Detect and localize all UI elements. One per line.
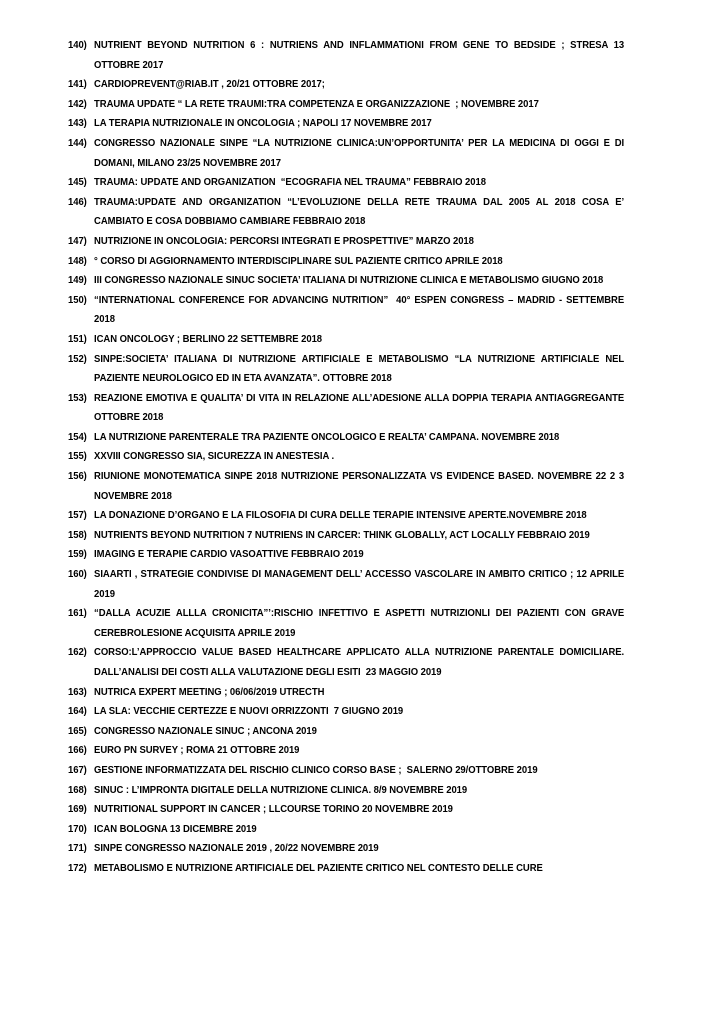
item-text: EURO PN SURVEY ; ROMA 21 OTTOBRE 2019 bbox=[94, 745, 300, 757]
item-text: TRAUMA UPDATE “ LA RETE TRAUMI:TRA COMPETENZA E ORGANIZZAZIONE ; NOVEMBRE 2017 bbox=[94, 98, 539, 110]
item-number: 143) bbox=[68, 118, 87, 130]
list-item bbox=[68, 134, 627, 173]
item-number: 162) bbox=[68, 647, 87, 659]
item-text: SINUC : L’IMPRONTA DIGITALE DELLA NUTRIZIONE CLINICA. 8/9 NOVEMBRE 2019 bbox=[94, 784, 468, 796]
list-item bbox=[68, 271, 624, 291]
item-text: ICAN BOLOGNA 13 DICEMBRE 2019 bbox=[94, 823, 257, 835]
list-item bbox=[68, 95, 624, 115]
item-text: IMAGING E TERAPIE CARDIO VASOATTIVE FEBBRAIO 2019 bbox=[94, 549, 364, 561]
list-item bbox=[68, 643, 627, 682]
list-item bbox=[68, 36, 627, 75]
item-number: 169) bbox=[68, 804, 87, 816]
item-number: 172) bbox=[68, 862, 87, 874]
item-text: SINPE CONGRESSO NAZIONALE 2019 , 20/22 NOVEMBRE 2019 bbox=[94, 843, 379, 855]
item-number: 170) bbox=[68, 823, 87, 835]
item-number: 149) bbox=[68, 275, 87, 287]
item-number: 163) bbox=[68, 686, 87, 698]
item-number: 164) bbox=[68, 706, 87, 718]
item-number: 150) bbox=[68, 294, 87, 306]
item-text: METABOLISMO E NUTRIZIONE ARTIFICIALE DEL PAZIENTE CRITICO NEL CONTESTO DELLE CURE bbox=[94, 862, 543, 874]
item-text: GESTIONE INFORMATIZZATA DEL RISCHIO CLINICO CORSO BASE ; SALERNO 29/OTTOBRE 2019 bbox=[94, 764, 538, 776]
item-number: 168) bbox=[68, 784, 87, 796]
list-item bbox=[68, 820, 624, 840]
item-number: 158) bbox=[68, 529, 87, 541]
item-number: 161) bbox=[68, 608, 87, 620]
item-number: 167) bbox=[68, 764, 87, 776]
item-number: 153) bbox=[68, 392, 87, 404]
list-item bbox=[68, 428, 624, 448]
item-text: NUTRICA EXPERT MEETING ; 06/06/2019 UTRECTH bbox=[94, 686, 325, 698]
list-item bbox=[68, 291, 627, 330]
item-text: “DALLA ACUZIE ALLLA CRONICITA”’:RISCHIO INFETTIVO E ASPETTI NUTRIZIONLI DEI PAZIENTI CON GRAVE CEREBROLESIONE ACQUISITA APRILE 2019 bbox=[94, 608, 627, 639]
list-item bbox=[68, 604, 627, 643]
item-text: LA SLA: VECCHIE CERTEZZE E NUOVI ORRIZZONTI 7 GIUGNO 2019 bbox=[94, 706, 404, 718]
list-item bbox=[68, 683, 624, 703]
list-item bbox=[68, 193, 627, 232]
list-item bbox=[68, 800, 624, 820]
item-text: III CONGRESSO NAZIONALE SINUC SOCIETA’ ITALIANA DI NUTRIZIONE CLINICA E METABOLISMO GIUGNO 2018 bbox=[94, 275, 604, 287]
item-number: 171) bbox=[68, 843, 87, 855]
item-text: XXVIII CONGRESSO SIA, SICUREZZA IN ANESTESIA . bbox=[94, 451, 335, 463]
list-item bbox=[68, 741, 624, 761]
list-item bbox=[68, 330, 624, 350]
list-item bbox=[68, 173, 624, 193]
list-item bbox=[68, 526, 624, 546]
item-number: 148) bbox=[68, 255, 87, 267]
item-number: 151) bbox=[68, 333, 87, 345]
list-item bbox=[68, 545, 624, 565]
item-number: 166) bbox=[68, 745, 87, 757]
item-text: SIAARTI , STRATEGIE CONDIVISE DI MANAGEMENT DELL’ ACCESSO VASCOLARE IN AMBITO CRITICO ; 12 APRILE 2019 bbox=[94, 569, 627, 600]
item-text: CONGRESSO NAZIONALE SINUC ; ANCONA 2019 bbox=[94, 725, 317, 737]
item-number: 154) bbox=[68, 431, 87, 443]
list-item bbox=[68, 447, 624, 467]
list-item bbox=[68, 565, 627, 604]
item-number: 144) bbox=[68, 137, 87, 149]
item-text: TRAUMA: UPDATE AND ORGANIZATION “ECOGRAFIA NEL TRAUMA” FEBBRAIO 2018 bbox=[94, 177, 486, 189]
item-text: NUTRIENTS BEYOND NUTRITION 7 NUTRIENS IN CARCER: THINK GLOBALLY, ACT LOCALLY FEBBRAIO 2019 bbox=[94, 529, 590, 541]
item-text: ICAN ONCOLOGY ; BERLINO 22 SETTEMBRE 2018 bbox=[94, 333, 323, 345]
item-text: LA TERAPIA NUTRIZIONALE IN ONCOLOGIA ; NAPOLI 17 NOVEMBRE 2017 bbox=[94, 118, 432, 130]
list-item bbox=[68, 114, 624, 134]
item-number: 155) bbox=[68, 451, 87, 463]
list-item bbox=[68, 859, 624, 879]
list-item bbox=[68, 75, 624, 95]
list-item bbox=[68, 761, 624, 781]
item-number: 146) bbox=[68, 196, 87, 208]
item-text: CONGRESSO NAZIONALE SINPE “LA NUTRIZIONE CLINICA:UN’OPPORTUNITA’ PER LA MEDICINA DI OGGI E DI DOMANI, MILANO 23/25 NOVEMBRE 2017 bbox=[94, 137, 627, 169]
item-text: REAZIONE EMOTIVA E QUALITA’ DI VITA IN RELAZIONE ALL’ADESIONE ALLA DOPPIA TERAPIA ANTIAGGREGANTE OTTOBRE 2018 bbox=[94, 392, 627, 424]
item-text: NUTRITIONAL SUPPORT IN CANCER ; LLCOURSE TORINO 20 NOVEMBRE 2019 bbox=[94, 804, 453, 816]
numbered-list bbox=[68, 36, 627, 879]
item-text: LA NUTRIZIONE PARENTERALE TRA PAZIENTE ONCOLOGICO E REALTA’ CAMPANA. NOVEMBRE 2018 bbox=[94, 431, 560, 443]
item-number: 140) bbox=[68, 40, 87, 51]
list-item bbox=[68, 702, 624, 722]
item-text: ° CORSO DI AGGIORNAMENTO INTERDISCIPLINARE SUL PAZIENTE CRITICO APRILE 2018 bbox=[94, 255, 503, 267]
item-text: NUTRIENT BEYOND NUTRITION 6 : NUTRIENS AND INFLAMMATIONI FROM GENE TO BEDSIDE ; STRESA 13 OTTOBRE 2017 bbox=[94, 40, 627, 71]
item-text: CORSO:L’APPROCCIO VALUE BASED HEALTHCARE APPLICATO ALLA NUTRIZIONE PARENTALE DOMICILIARE. DALL’ANALISI DEI COSTI ALLA VALUTAZIONE DEGLI ESITI 23 MAGGIO 2019 bbox=[94, 647, 627, 678]
list-item bbox=[68, 839, 624, 859]
list-item bbox=[68, 506, 624, 526]
list-item bbox=[68, 781, 624, 801]
item-number: 147) bbox=[68, 235, 87, 247]
item-text: SINPE:SOCIETA’ ITALIANA DI NUTRIZIONE ARTIFICIALE E METABOLISMO “LA NUTRIZIONE ARTIFICIALE NEL PAZIENTE NEUROLOGICO ED IN ETA AVANZATA”. OTTOBRE 2018 bbox=[94, 353, 627, 385]
item-text: LA DONAZIONE D’ORGANO E LA FILOSOFIA DI CURA DELLE TERAPIE INTENSIVE APERTE.NOVEMBRE 2018 bbox=[94, 510, 587, 522]
item-number: 157) bbox=[68, 510, 87, 522]
item-text: RIUNIONE MONOTEMATICA SINPE 2018 NUTRIZIONE PERSONALIZZATA VS EVIDENCE BASED. NOVEMBRE 22 2 3 NOVEMBRE 2018 bbox=[94, 471, 627, 502]
item-text: CARDIOPREVENT@RIAB.IT , 20/21 OTTOBRE 2017; bbox=[94, 79, 325, 91]
item-number: 141) bbox=[68, 79, 87, 91]
item-text: NUTRIZIONE IN ONCOLOGIA: PERCORSI INTEGRATI E PROSPETTIVE” MARZO 2018 bbox=[94, 235, 474, 247]
item-number: 145) bbox=[68, 177, 87, 189]
list-item bbox=[68, 232, 624, 252]
item-text: TRAUMA:UPDATE AND ORGANIZATION “L’EVOLUZIONE DELLA RETE TRAUMA DAL 2005 AL 2018 COSA E’ CAMBIATO E COSA DOBBIAMO CAMBIARE FEBBRAIO 2018 bbox=[94, 196, 627, 228]
list-item bbox=[68, 722, 624, 742]
item-number: 142) bbox=[68, 98, 87, 110]
list-item bbox=[68, 252, 624, 272]
item-number: 156) bbox=[68, 471, 87, 483]
item-text: “INTERNATIONAL CONFERENCE FOR ADVANCING NUTRITION” 40° ESPEN CONGRESS – MADRID - SETTEMBRE 2018 bbox=[94, 294, 627, 326]
list-item bbox=[68, 350, 627, 389]
list-item bbox=[68, 467, 627, 506]
list-item bbox=[68, 389, 627, 428]
item-number: 152) bbox=[68, 353, 87, 365]
item-number: 159) bbox=[68, 549, 87, 561]
item-number: 165) bbox=[68, 725, 87, 737]
item-number: 160) bbox=[68, 569, 87, 581]
